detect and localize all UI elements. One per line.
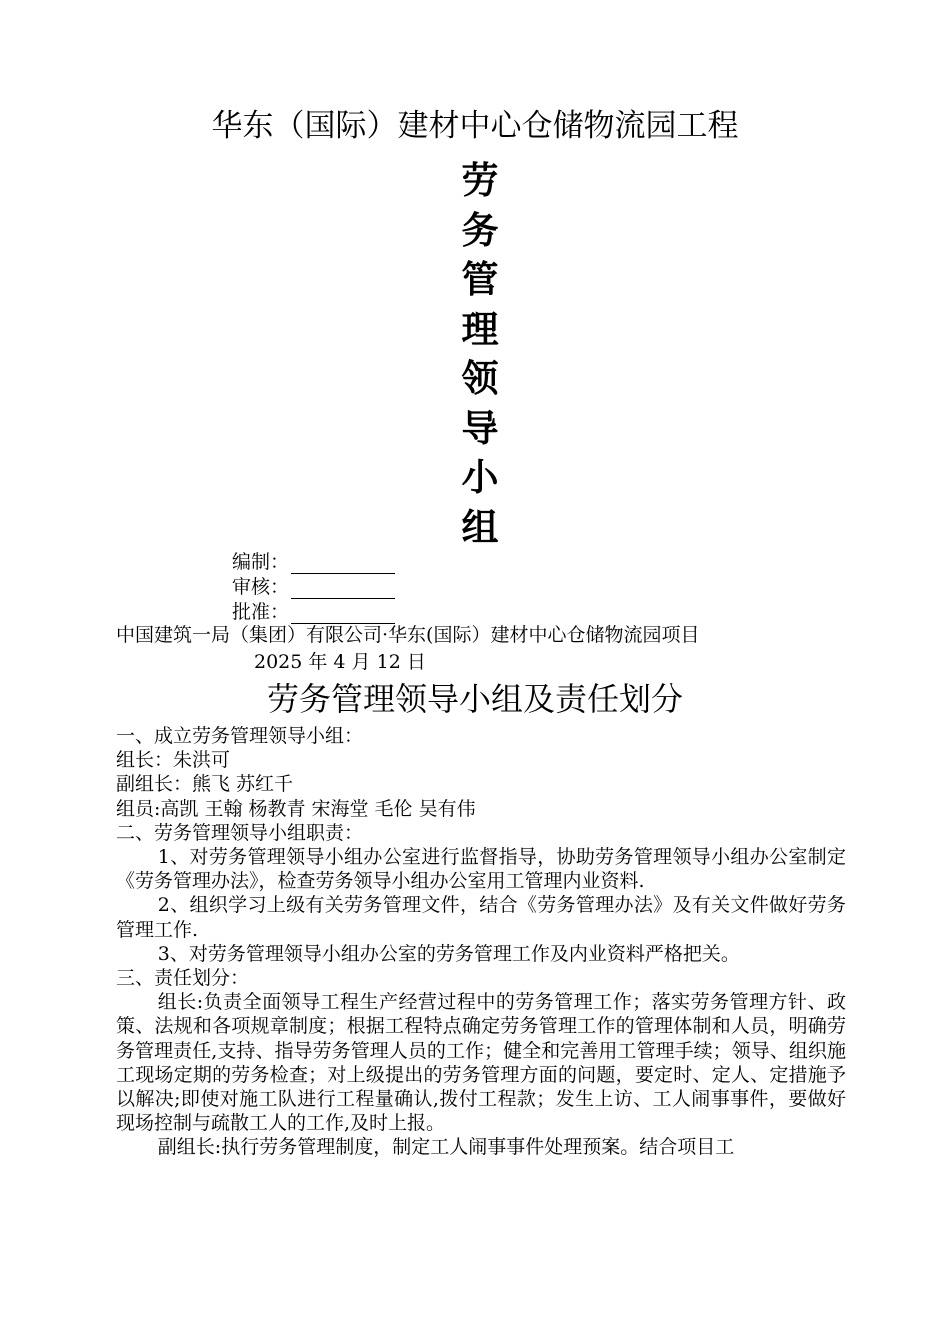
duty-item-3: 3、对劳务管理领导小组办公室的劳务管理工作及内业资料严格把关。 [157,942,740,965]
document-heading: 劳务管理领导小组及责任划分 [266,680,683,718]
signoff-approved [232,600,395,624]
organization: 中国建筑一局（集团）有限公司·华东(国际）建材中心仓储物流园项目 [116,624,700,646]
vertical-title-char: 管 [461,258,499,301]
section-2-title: 二、劳务管理领导小组职责： [116,821,364,844]
responsibility-leader: 组长:负责全面领导工程生产经营过程中的劳务管理工作；落实劳务管理方针、政策、法规和各项规章制度；根据工程特点确定劳务管理工作的管理体制和人员，明确劳务管理责任,支持、指导劳务管理人员的工作；健全和完善用工管理手续；领导、组织施工现场定期的劳务检查；对上级提出的劳务管理方面的问题，要定时、定人、定措施予以解决;即使对施工队进行工程量确认,拨付工程款；发生上访、工人闹事事件，要做好现场控制与疏散工人的工作,及时上报。 [116,991,846,1135]
section-3-title: 三、责任划分： [116,967,250,990]
signoff-approved-label: 批准： [232,601,290,623]
vertical-title-char: 务 [461,208,499,252]
vertical-title [455,156,505,552]
section-1-title: 一、成立劳务管理领导小组： [116,725,364,747]
deputy-line: 副组长：熊飞 苏红千 [116,773,294,796]
leader-line: 组长：朱洪可 [116,749,231,772]
duty-item-1: 1、对劳务管理领导小组办公室进行监督指导，协助劳务管理领导小组办公室制定《劳务管理办法》，检查劳务领导小组办公室用工管理内业资料. [116,846,846,893]
signoff-reviewed [232,575,395,599]
document-date: 2025 年 4 月 12 日 [254,651,426,673]
signature-line [291,604,395,624]
responsibility-deputy: 副组长:执行劳务管理制度，制定工人闹事事件处理预案。结合项目工 [157,1136,735,1159]
vertical-title-char: 导 [461,406,499,450]
signoff-prepared [232,550,395,574]
project-title: 华东（国际）建材中心仓储物流园工程 [211,108,739,144]
duty-item-2: 2、组织学习上级有关劳务管理文件，结合《劳务管理办法》及有关文件做好劳务管理工作. [116,894,846,941]
members-line: 组员:高凯 王翰 杨教青 宋海堂 毛伦 吴有伟 [116,797,476,820]
signoff-prepared-label: 编制： [232,551,290,573]
vertical-title-char: 理 [461,307,499,351]
vertical-title-char: 劳 [461,159,499,202]
signature-line [291,579,395,599]
document-body [116,724,846,1160]
signature-line [291,554,395,574]
vertical-title-char: 组 [461,505,499,549]
signoff-reviewed-label: 审核： [232,576,290,598]
vertical-title-char: 小 [461,456,499,499]
vertical-title-char: 领 [461,357,499,400]
